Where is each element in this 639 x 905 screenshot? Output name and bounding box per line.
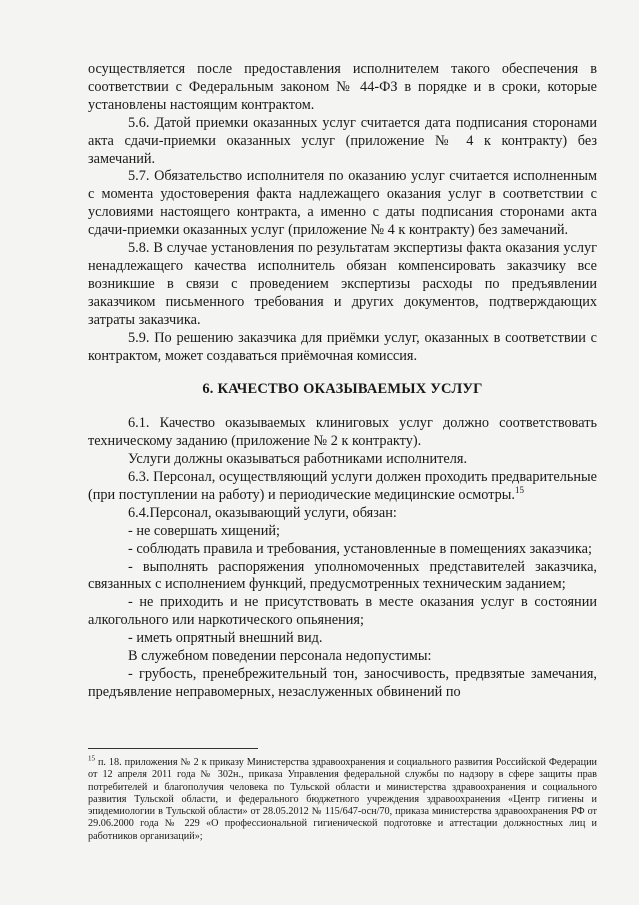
- document-body: [88, 61, 597, 702]
- section-heading: 6. КАЧЕСТВО ОКАЗЫВАЕМЫХ УСЛУГ: [202, 381, 483, 398]
- list-item: - не совершать хищений;: [128, 522, 280, 539]
- paragraph-6-3-text: 6.3. Персонал, осуществляющий услуги должен проходить предварительные (при поступлении на работу) и периодические медицинские осмотры.: [88, 469, 597, 503]
- paragraph-5-6: 5.6. Датой приемки оказанных услуг считается дата подписания сторонами акта сдачи-приемки оказанных услуг (приложение № 4 к контракту) без замечаний.: [88, 114, 597, 167]
- list-item: - выполнять распоряжения уполномоченных представителей заказчика, связанных с исполнением функций, предусмотренных техническим заданием;: [88, 558, 597, 593]
- list-item: - грубость, пренебрежительный тон, заносчивость, предвзятые замечания, предъявление неправомерных, незаслуженных обвинений по: [88, 666, 597, 700]
- paragraph-6-4: 6.4.Персонал, оказывающий услуги, обязан:: [128, 504, 397, 521]
- paragraph-6-2: Услуги должны оказываться работниками исполнителя.: [128, 451, 468, 468]
- footnote-text: п. 18. приложения № 2 к приказу Министерства здравоохранения и социального развития Российской Федерации от 12 апреля 2011 года № 302н., приказа Управления федеральной службы по надзору в сфере защиты прав потребителей и благополучия человека по Тульской области и министерства здравоохранения и социального развития Тульской области, и федерального бюджетного учреждения здравоохранения «Центр гигиены и эпидемиологии в Тульской области» от 28.05.2012 № 115/647-осн/70, приказа министерства здравоохранения РФ от 29.06.2000 года № 229 «О профессиональной гигиенической подготовке и аттестации должностных лиц и работников организаций»;: [88, 757, 597, 842]
- footnote-mark: 15: [88, 754, 95, 763]
- footnote: [88, 754, 597, 843]
- paragraph-5-7: 5.7. Обязательство исполнителя по оказанию услуг считается исполненным с момента удостоверения факта надлежащего оказания услуг в соответствии с условиями настоящего контракта, а именно с даты подписания сторонами акта сдачи-приемки оказанных услуг (приложение № 4 к контракту) без замечаний.: [88, 168, 597, 239]
- paragraph-behavior: В служебном поведении персонала недопустимы:: [128, 648, 432, 665]
- list-item: - иметь опрятный внешний вид.: [128, 630, 323, 647]
- paragraph-5-9: 5.9. По решению заказчика для приёмки услуг, оказанных в соответствии с контрактом, может создаваться приёмочная комиссия.: [88, 329, 597, 364]
- footnote-reference: 15: [515, 485, 524, 496]
- paragraph-6-3: [88, 469, 597, 505]
- paragraph-6-1: 6.1. Качество оказываемых клиниговых услуг должно соответствовать техническому заданию (приложение № 2 к контракту).: [88, 415, 597, 450]
- list-item: - соблюдать правила и требования, установленные в помещениях заказчика;: [128, 540, 592, 557]
- footnote-divider: [88, 748, 258, 749]
- list-item: - не приходить и не присутствовать в месте оказания услуг в состоянии алкогольного или наркотического опьянения;: [88, 594, 597, 629]
- paragraph-5-8: 5.8. В случае установления по результатам экспертизы факта оказания услуг ненадлежащего качества исполнитель обязан компенсировать заказчику все возникшие в связи с проведением экспертизы расходы по предъявлении заказчиком письменного требования и других документов, подтверждающих затраты заказчика.: [88, 240, 597, 328]
- paragraph-continuation: осуществляется после предоставления исполнителем такого обеспечения в соответствии с Федеральным законом № 44-ФЗ в порядке и в сроки, которые установлены настоящим контрактом.: [88, 61, 597, 113]
